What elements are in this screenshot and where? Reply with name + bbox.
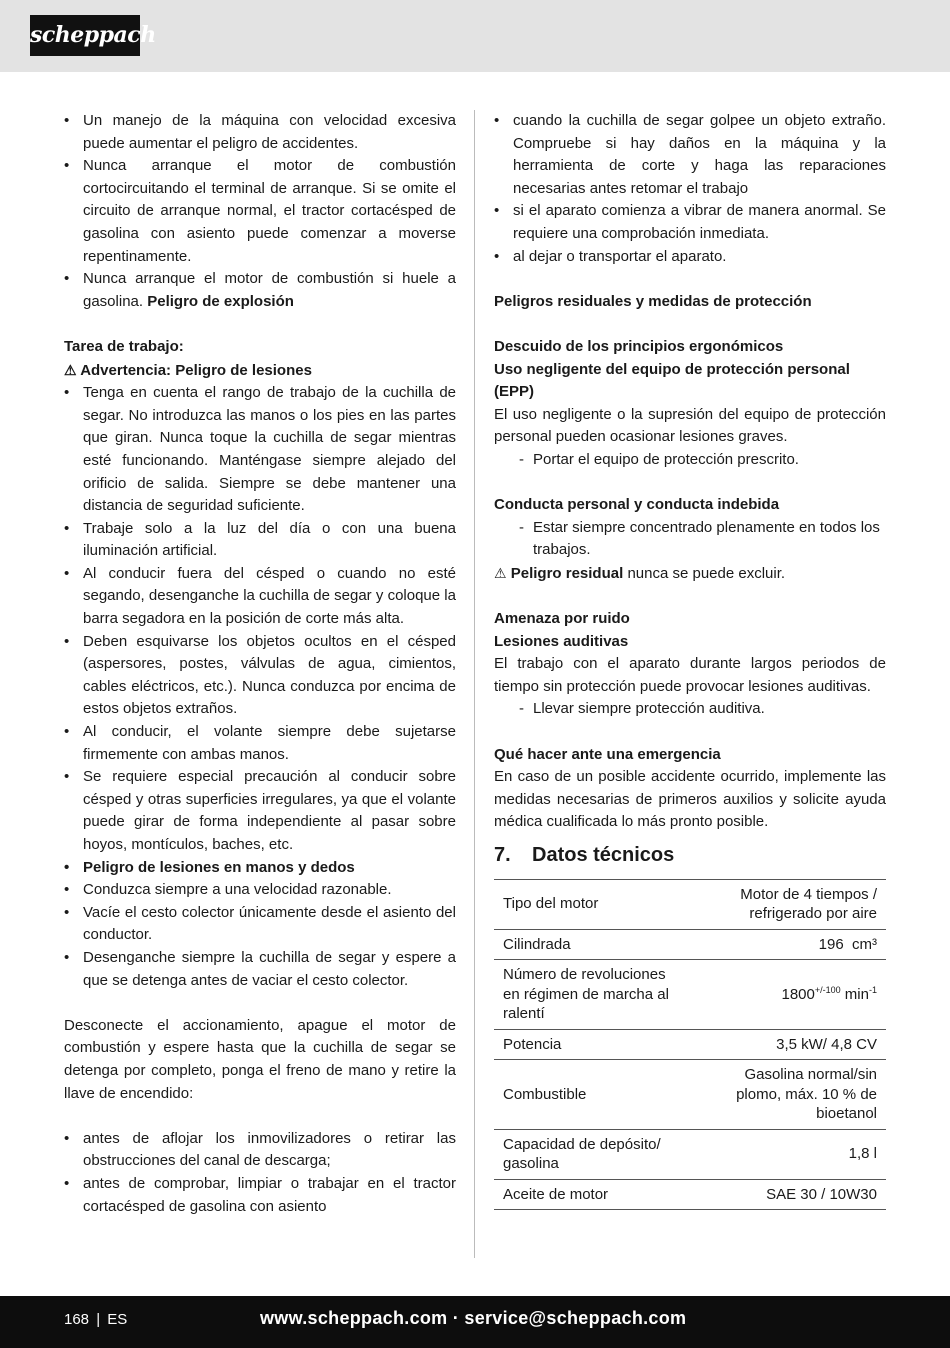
ppe-dash-item: - Portar el equipo de protección prescrito. [494, 449, 886, 472]
rpm-tolerance: +/-100 [814, 984, 841, 995]
emergency-heading: Qué hacer ante una emergencia [494, 745, 721, 763]
list-item: • Deben esquivarse los objetos ocultos en el césped (aspersores, postes, válvulas de agua, cimientos, cables eléctricos, etc.). Nunca conduzca por encima de estos objetos extraños. [64, 631, 456, 721]
bullet-list [494, 110, 886, 268]
list-item-text: Nunca arranque el motor de combustión si huele a gasolina. [83, 270, 456, 310]
brand-logo: scheppach [30, 15, 140, 56]
table-row [494, 960, 886, 1030]
section-title: Datos técnicos [532, 844, 675, 866]
table-cell-value: 1,8 l [682, 1129, 886, 1179]
table-cell-value: Motor de 4 tiempos / refrigerado por aire [682, 879, 886, 929]
noise-text: El trabajo con el aparato durante largos periodos de tiempo sin protección puede provocar lesiones auditivas. [494, 655, 886, 695]
ppe-text: El uso negligente o la supresión del equipo de protección personal pueden ocasionar lesiones graves. [494, 405, 886, 446]
list-item [64, 268, 456, 313]
table-cell-value: Gasolina normal/sin plomo, máx. 10 % de bioetanol [682, 1060, 886, 1130]
ppe-heading: Uso negligente del equipo de protección personal (EPP) [494, 360, 850, 401]
table-cell-label: Número de revoluciones en régimen de marcha al ralentí [494, 960, 682, 1030]
list-item: • Un manejo de la máquina con velocidad excesiva puede aumentar el peligro de accidentes. [64, 110, 456, 155]
table-row [494, 1179, 886, 1210]
table-row [494, 1060, 886, 1130]
list-item-bold: • Peligro de lesiones en manos y dedos [64, 857, 456, 880]
task-heading: Tarea de trabajo: [64, 337, 184, 355]
table-cell-label: Aceite de motor [494, 1179, 682, 1210]
table-row [494, 929, 886, 960]
rpm-unit: min [840, 985, 869, 1003]
table-cell-label: Capacidad de depósito/ gasolina [494, 1129, 682, 1179]
list-item: • Desenganche siempre la cuchilla de segar y espere a que se detenga antes de vaciar el cesto colector. [64, 947, 456, 992]
tech-data-table [494, 879, 886, 1211]
table-row [494, 1129, 886, 1179]
residual-risk-text: nunca se puede excluir. [623, 564, 786, 582]
hearing-heading: Lesiones auditivas [494, 632, 629, 650]
list-item: • Nunca arranque el motor de combustión cortocircuitando el terminal de arranque. Si se omite el circuito de arranque normal, el tractor cortacésped de gasolina con asiento puede comenzar a moverse repentinamente. [64, 155, 456, 268]
page-number-value: 168 [64, 1311, 90, 1328]
table-cell-value [682, 960, 886, 1030]
table-row [494, 879, 886, 929]
rpm-unit-exponent: -1 [868, 984, 877, 995]
section-number: 7. [494, 844, 511, 866]
table-cell-label: Tipo del motor [494, 879, 682, 929]
warning-triangle-icon: ⚠ [494, 564, 507, 581]
explosion-danger-label: Peligro de explosión [147, 292, 294, 310]
residual-risks-heading: Peligros residuales y medidas de protección [494, 292, 812, 310]
list-item: • antes de aflojar los inmovilizadores o retirar las obstrucciones del canal de descarga; [64, 1128, 456, 1173]
list-item: • antes de comprobar, limpiar o trabajar en el tractor cortacésped de gasolina con asiento [64, 1173, 456, 1218]
bullet-list [64, 110, 456, 313]
table-cell-label: Combustible [494, 1060, 682, 1130]
page-footer [0, 1296, 950, 1348]
language-code: ES [107, 1311, 128, 1328]
list-item: • Al conducir fuera del césped o cuando no esté segando, desenganche la cuchilla de segar y coloque la barra segadora en la posición de corte más alta. [64, 563, 456, 631]
bullet-list [64, 382, 456, 992]
table-cell-value: 196 cm³ [682, 929, 886, 960]
noise-dash-item: - Llevar siempre protección auditiva. [494, 698, 886, 721]
conduct-dash-item: - Estar siempre concentrado plenamente en todos los trabajos. [494, 517, 886, 562]
shutdown-paragraph: Desconecte el accionamiento, apague el motor de combustión y espere hasta que la cuchilla de segar se detenga por completo, ponga el freno de mano y retire la llave de encendido: [64, 1016, 456, 1102]
warning-title: Advertencia: Peligro de lesiones [80, 361, 312, 379]
table-cell-label: Cilindrada [494, 929, 682, 960]
column-divider [474, 110, 475, 1258]
table-cell-label: Potencia [494, 1029, 682, 1060]
warning-triangle-icon: ⚠ [64, 361, 77, 378]
list-item: • si el aparato comienza a vibrar de manera anormal. Se requiere una comprobación inmediata. [494, 200, 886, 245]
list-item: • al dejar o transportar el aparato. [494, 246, 886, 269]
emergency-text: En caso de un posible accidente ocurrido, implemente las medidas necesarias de primeros auxilios y solicite ayuda médica cualificada lo más pronto posible. [494, 768, 886, 831]
rpm-value: 1800 [781, 985, 815, 1003]
list-item: • Vacíe el cesto colector únicamente desde el asiento del conductor. [64, 902, 456, 947]
bullet-list [64, 1128, 456, 1218]
warning-heading [64, 359, 456, 383]
conduct-heading: Conducta personal y conducta indebida [494, 496, 780, 514]
list-item: • Trabaje solo a la luz del día o con una buena iluminación artificial. [64, 518, 456, 563]
list-item: • Se requiere especial precaución al conducir sobre césped y otras superficies irregulares, ya que el volante puede girar de forma independiente al pasar sobre hoyos, montículos, baches, etc. [64, 766, 456, 856]
residual-risk-note [494, 562, 886, 586]
list-item: • Tenga en cuenta el rango de trabajo de la cuchilla de segar. No introduzca las manos o los pies en las partes que giran. Nunca toque la cuchilla de segar mientras esté funcionando. Manténgase siempre alejado del orificio de salida. Siempre se debe mantener una distancia de seguridad suficiente. [64, 382, 456, 518]
table-cell-value: 3,5 kW/ 4,8 CV [682, 1029, 886, 1060]
right-column [494, 110, 886, 1210]
section-heading [494, 844, 886, 867]
table-row [494, 1029, 886, 1060]
list-item: • Conduzca siempre a una velocidad razonable. [64, 879, 456, 902]
left-column [64, 110, 456, 1218]
list-item: • Al conducir, el volante siempre debe sujetarse firmemente con ambas manos. [64, 721, 456, 766]
page-number: 168 | ES [64, 1311, 128, 1328]
footer-website: www.scheppach.com · service@scheppach.com [260, 1308, 687, 1328]
page-header [0, 0, 950, 72]
table-cell-value: SAE 30 / 10W30 [682, 1179, 886, 1210]
noise-heading: Amenaza por ruido [494, 610, 630, 628]
list-item: • cuando la cuchilla de segar golpee un objeto extraño. Compruebe si hay daños en la máquina y la herramienta de corte y haga las reparaciones necesarias antes retomar el trabajo [494, 110, 886, 200]
ergonomics-heading: Descuido de los principios ergonómicos [494, 337, 784, 355]
residual-risk-label: Peligro residual [510, 564, 624, 582]
